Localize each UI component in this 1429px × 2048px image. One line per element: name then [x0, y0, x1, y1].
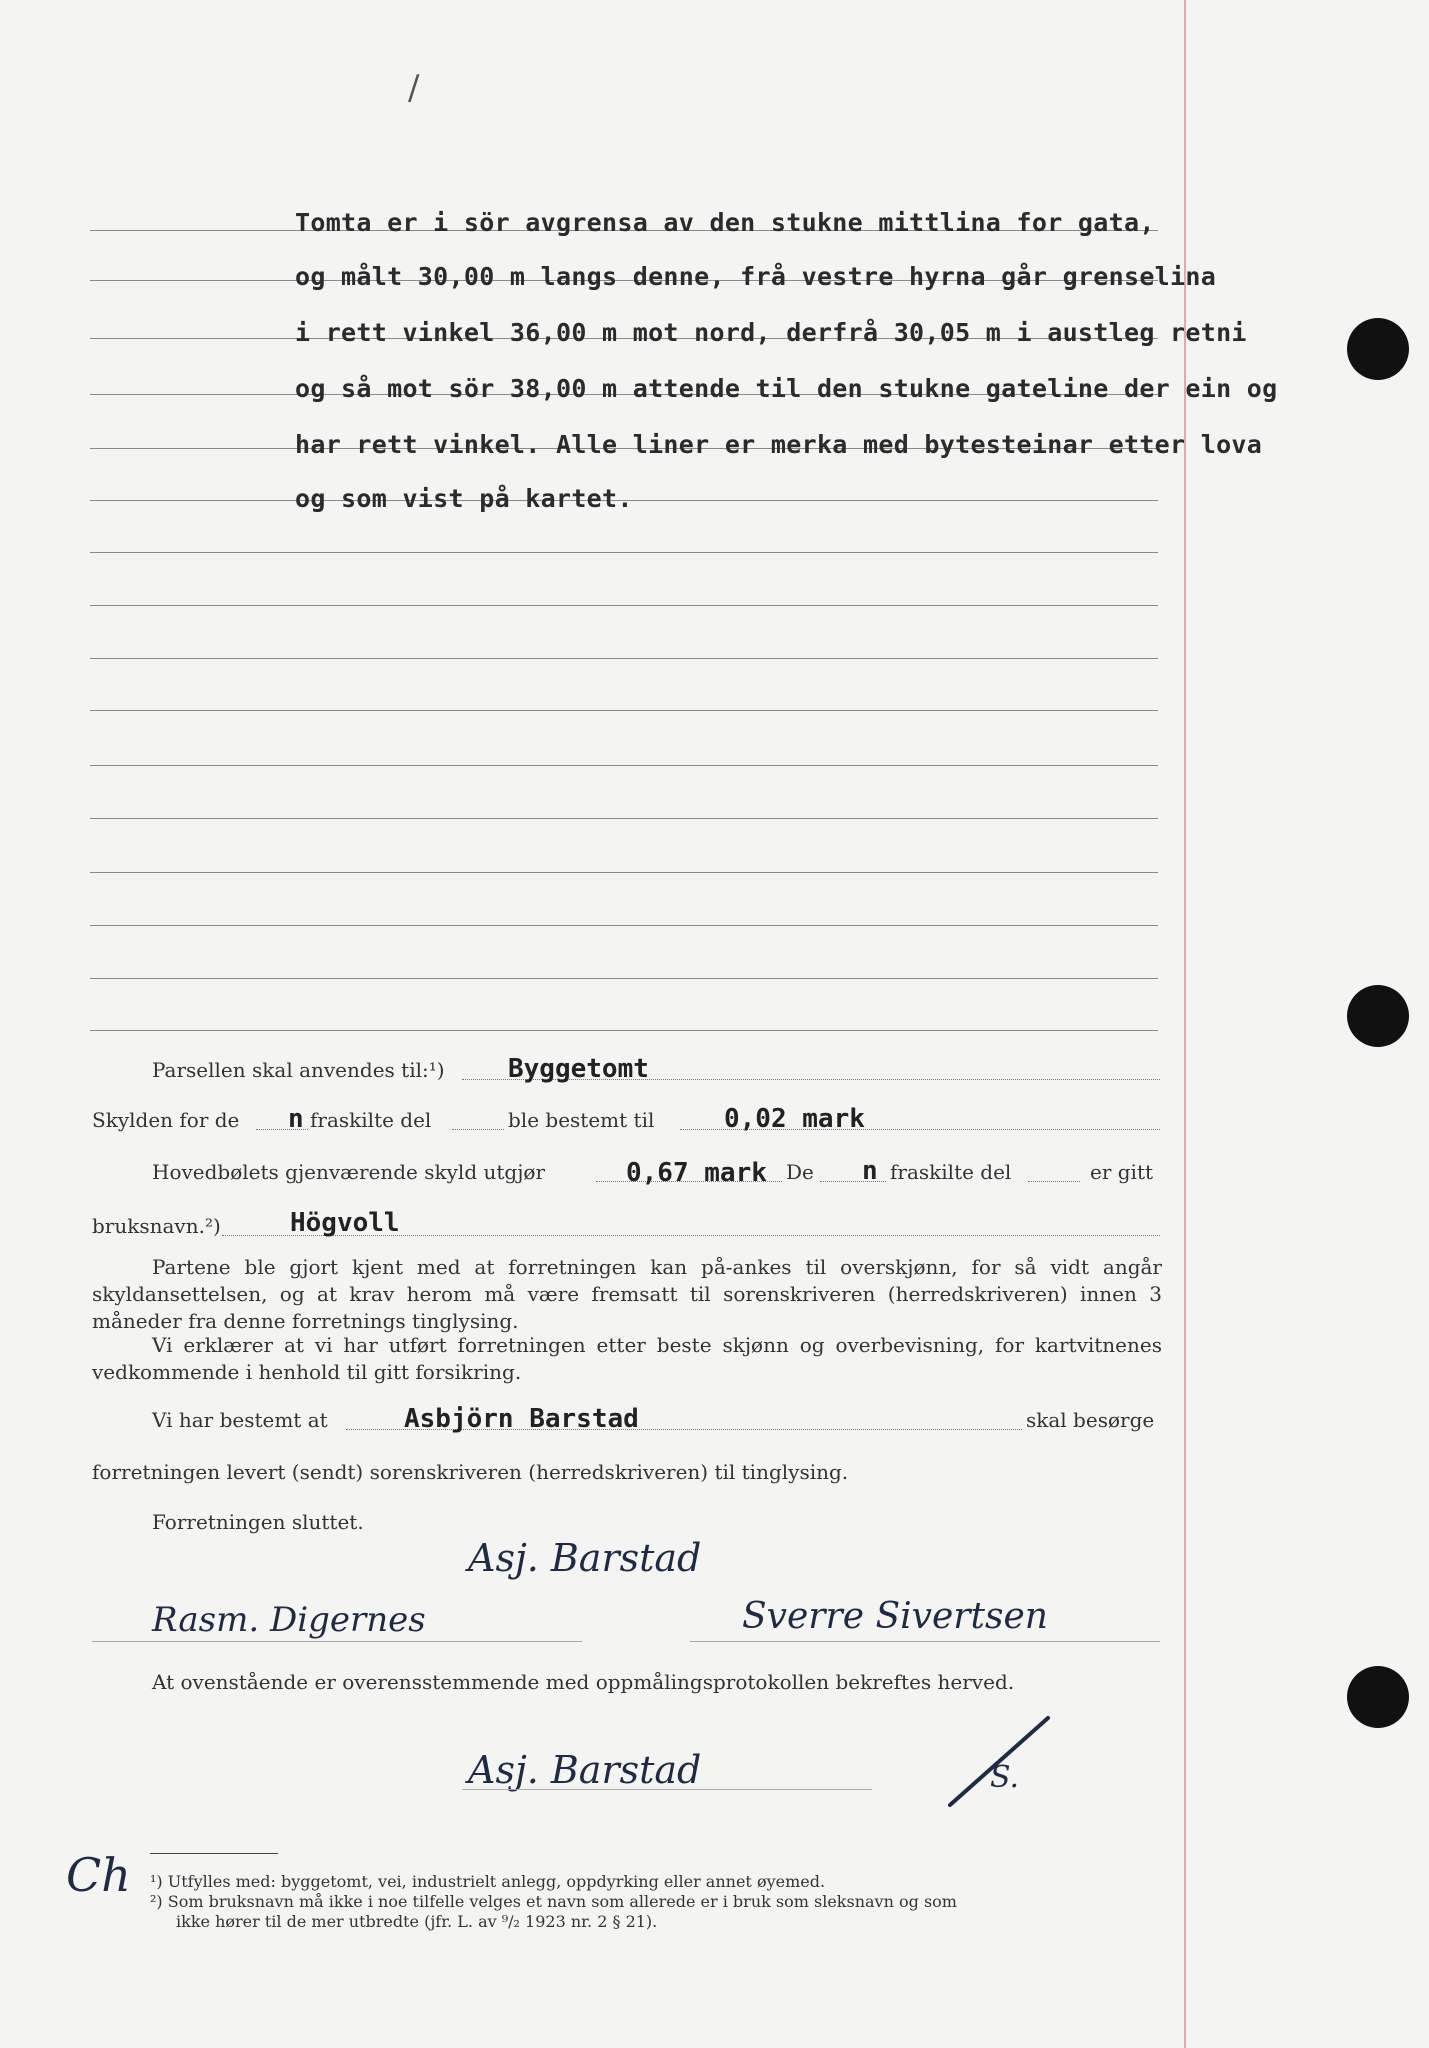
typed-line-6: og som vist på kartet. — [295, 484, 633, 513]
ruled-line — [90, 818, 1158, 819]
ruled-line — [90, 765, 1158, 766]
typed-line-4: og så mot sör 38,00 m attende til den stukne gateline der ein og — [295, 374, 1278, 403]
typed-line-1: Tomta er i sör avgrensa av den stukne mittlina for gata, — [295, 208, 1155, 237]
ruled-line — [90, 710, 1158, 711]
footnote-2: ²) Som bruksnavn må ikke i noe tilfelle velges et navn som allerede er i bruk som sleksnavn og som — [150, 1892, 957, 1911]
main-tax-value: 0,67 mark — [626, 1158, 767, 1188]
tax-mid: fraskilte del — [310, 1108, 432, 1132]
punch-hole-top — [1347, 318, 1409, 380]
dotted-line — [1028, 1180, 1080, 1182]
main-fraskilte: fraskilte del — [890, 1160, 1012, 1184]
ruled-line — [90, 872, 1158, 873]
margin-initials: Ch — [66, 1848, 131, 1902]
decided-suffix: skal besørge — [1026, 1408, 1155, 1432]
ruled-line — [90, 978, 1158, 979]
signature-barstad: Asj. Barstad — [468, 1536, 702, 1580]
typed-line-2: og målt 30,00 m langs denne, frå vestre hyrna går grenselina — [295, 262, 1217, 291]
delivered-text: forretningen levert (sendt) sorenskriveren (herredskriveren) til tinglysing. — [92, 1460, 849, 1484]
footnote-1: ¹) Utfylles med: byggetomt, vei, industrielt anlegg, oppdyrking eller annet øyemed. — [150, 1872, 826, 1891]
paragraph-declaration: Vi erklærer at vi har utført forretningen etter beste skjønn og overbevisning, for kartvitnenes vedkommende i henhold til gitt forsikring. — [92, 1333, 1162, 1384]
margin-rule — [1184, 0, 1186, 2048]
tax-set: ble bestemt til — [508, 1108, 655, 1132]
parcel-use-value: Byggetomt — [508, 1054, 649, 1084]
footnote-2-cont: ikke hører til de mer utbredte (jfr. L. av ⁹/₂ 1923 nr. 2 § 21). — [176, 1912, 658, 1931]
dotted-line — [452, 1128, 504, 1130]
concluded-text: Forretningen sluttet. — [152, 1510, 364, 1534]
ruled-line — [90, 605, 1158, 606]
brukname-label: bruksnavn.²) — [92, 1214, 221, 1238]
signature-initial: S. — [990, 1760, 1020, 1795]
signature-sivertsen: Sverre Sivertsen — [742, 1596, 1048, 1637]
tax-prefix: Skylden for de — [92, 1108, 240, 1132]
punch-hole-bottom — [1347, 1666, 1409, 1728]
ruled-line — [90, 1030, 1158, 1031]
tax-n1: n — [288, 1104, 304, 1134]
paragraph-appeal: Partene ble gjort kjent med at forretningen kan på-ankes til overskjønn, for så vidt angår skyldansettelsen, og at krav herom må være fremsatt til sorenskriveren (herredskriveren) innen 3 måneder fra denne forretnings tinglysing. — [92, 1255, 1162, 1333]
main-gitt: er gitt — [1090, 1160, 1154, 1184]
signature-barstad-2: Asj. Barstad — [468, 1748, 702, 1792]
decided-label: Vi har bestemt at — [152, 1408, 328, 1432]
signature-line — [462, 1788, 872, 1790]
footnote-rule — [150, 1852, 278, 1854]
tax-value: 0,02 mark — [724, 1104, 865, 1134]
signature-digernes: Rasm. Digernes — [152, 1600, 426, 1640]
main-tax-label: Hovedbølets gjenværende skyld utgjør — [152, 1160, 546, 1184]
parcel-use-label: Parsellen skal anvendes til:¹) — [152, 1058, 445, 1082]
top-mark: / — [408, 68, 420, 108]
decided-value: Asbjörn Barstad — [404, 1404, 639, 1434]
signature-line — [690, 1640, 1160, 1642]
main-n: n — [862, 1156, 878, 1186]
signature-line — [92, 1640, 582, 1642]
punch-hole-middle — [1347, 985, 1409, 1047]
ruled-line — [90, 925, 1158, 926]
main-de: De — [786, 1160, 814, 1184]
typed-line-5: har rett vinkel. Alle liner er merka med bytesteinar etter lova — [295, 430, 1263, 459]
ruled-line — [90, 658, 1158, 659]
brukname-value: Högvoll — [290, 1208, 400, 1238]
confirm-text: At ovenstående er overensstemmende med oppmålingsprotokollen bekreftes herved. — [152, 1670, 1015, 1694]
typed-line-3: i rett vinkel 36,00 m mot nord, derfrå 30,05 m i austleg retni — [295, 318, 1247, 347]
ruled-line — [90, 552, 1158, 553]
